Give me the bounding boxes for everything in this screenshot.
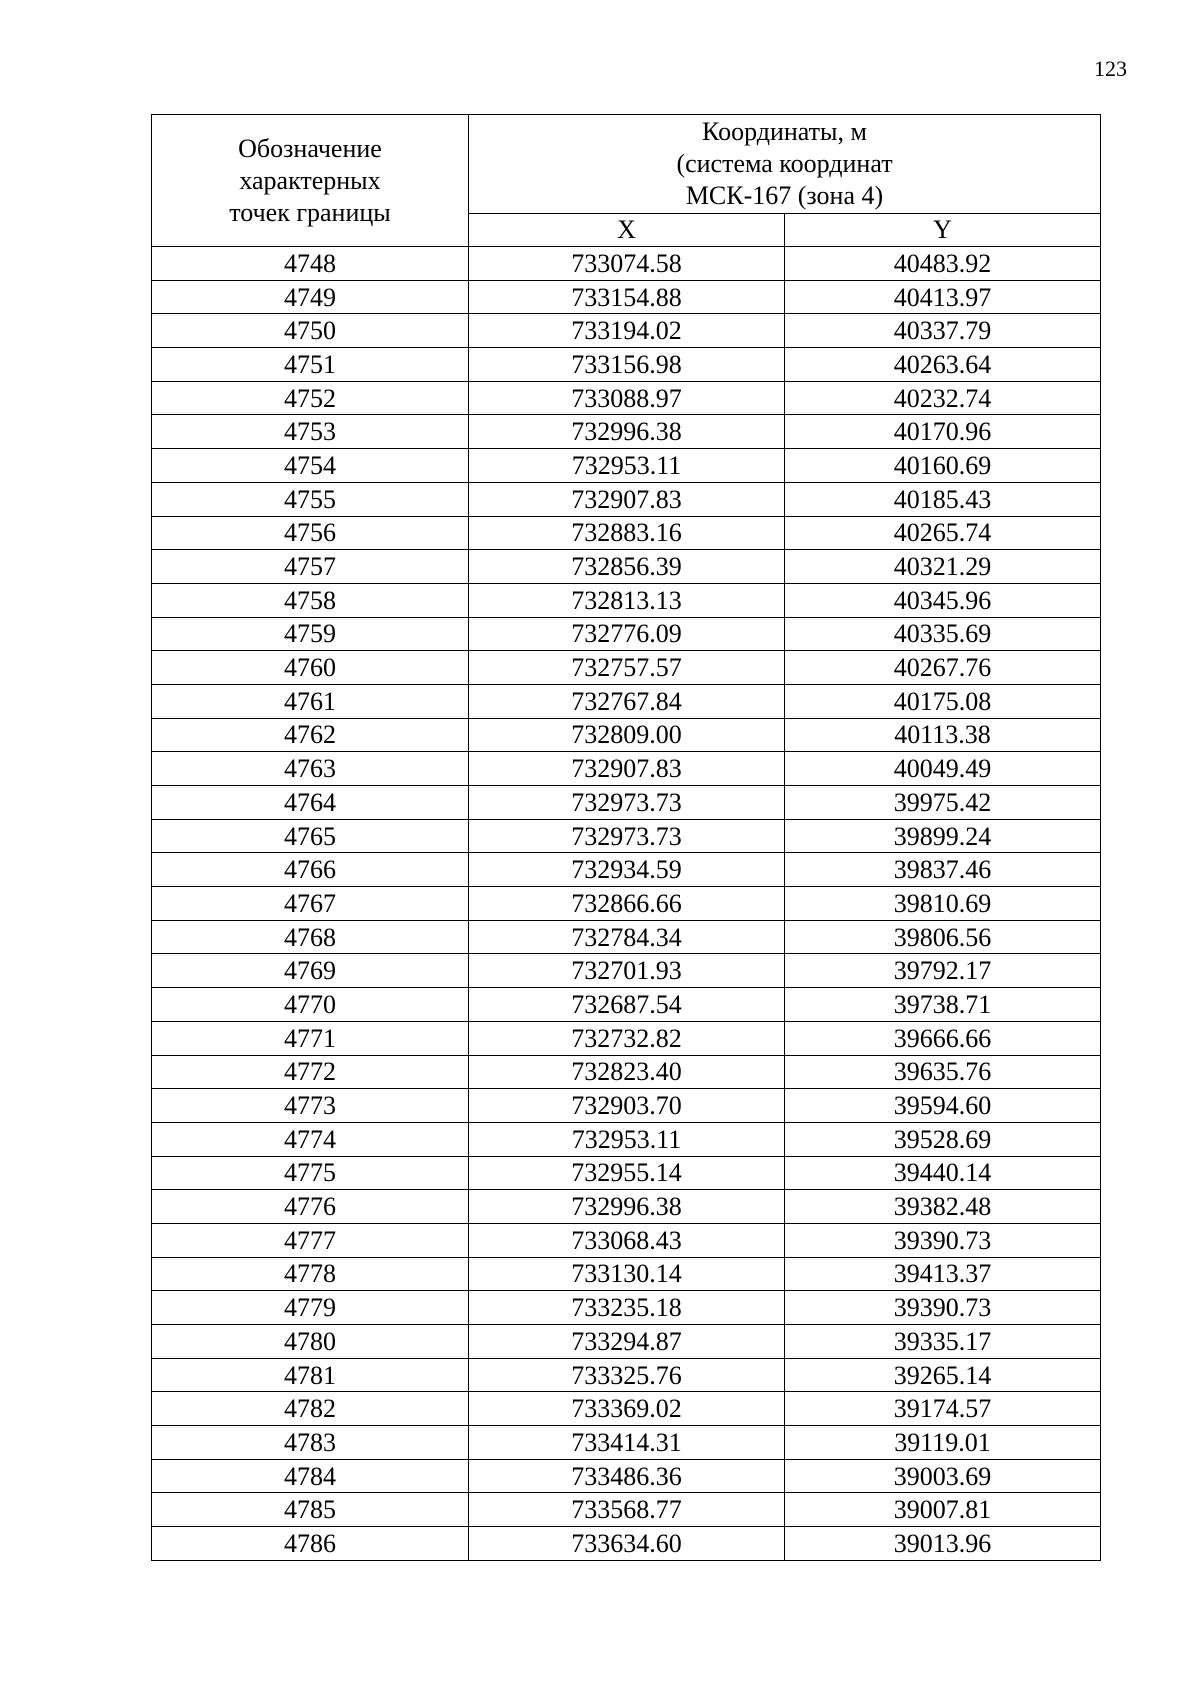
y-column-header: Y <box>785 214 1101 247</box>
x-coordinate-cell: 732776.09 <box>469 617 785 651</box>
point-id-cell: 4759 <box>152 617 469 651</box>
point-id-cell: 4760 <box>152 651 469 685</box>
y-coordinate-cell: 40185.43 <box>785 482 1101 516</box>
table-row <box>152 819 1101 853</box>
point-id-cell: 4763 <box>152 752 469 786</box>
y-coordinate-cell: 40267.76 <box>785 651 1101 685</box>
x-coordinate-cell: 732973.73 <box>469 819 785 853</box>
table-row <box>152 1493 1101 1527</box>
point-id-cell: 4780 <box>152 1325 469 1359</box>
table-row <box>152 954 1101 988</box>
x-coordinate-cell: 733325.76 <box>469 1358 785 1392</box>
point-id-cell: 4784 <box>152 1459 469 1493</box>
y-coordinate-cell: 40113.38 <box>785 718 1101 752</box>
point-id-cell: 4770 <box>152 988 469 1022</box>
point-id-cell: 4766 <box>152 853 469 887</box>
table-row <box>152 988 1101 1022</box>
point-id-cell: 4752 <box>152 381 469 415</box>
x-coordinate-cell: 732809.00 <box>469 718 785 752</box>
x-coordinate-cell: 732813.13 <box>469 583 785 617</box>
page-number: 123 <box>1094 56 1127 81</box>
x-coordinate-cell: 732823.40 <box>469 1055 785 1089</box>
table-body <box>152 247 1101 1561</box>
table-row <box>152 920 1101 954</box>
table-row <box>152 381 1101 415</box>
table-row <box>152 583 1101 617</box>
table-row <box>152 1325 1101 1359</box>
y-coordinate-cell: 39666.66 <box>785 1021 1101 1055</box>
point-id-cell: 4756 <box>152 516 469 550</box>
y-coordinate-cell: 39390.73 <box>785 1223 1101 1257</box>
y-coordinate-cell: 40049.49 <box>785 752 1101 786</box>
y-coordinate-cell: 39265.14 <box>785 1358 1101 1392</box>
table-row <box>152 247 1101 281</box>
table-row <box>152 887 1101 921</box>
x-coordinate-cell: 732953.11 <box>469 1122 785 1156</box>
table-row <box>152 752 1101 786</box>
x-column-header: X <box>469 214 785 247</box>
y-coordinate-cell: 40263.64 <box>785 348 1101 382</box>
table-row <box>152 1223 1101 1257</box>
point-id-cell: 4761 <box>152 684 469 718</box>
y-coordinate-cell: 39810.69 <box>785 887 1101 921</box>
y-coordinate-cell: 40265.74 <box>785 516 1101 550</box>
y-coordinate-cell: 39975.42 <box>785 786 1101 820</box>
table-header <box>152 115 1101 247</box>
y-coordinate-cell: 40175.08 <box>785 684 1101 718</box>
point-id-cell: 4767 <box>152 887 469 921</box>
x-coordinate-cell: 733194.02 <box>469 314 785 348</box>
y-coordinate-cell: 39738.71 <box>785 988 1101 1022</box>
point-id-cell: 4748 <box>152 247 469 281</box>
x-coordinate-cell: 732784.34 <box>469 920 785 954</box>
point-id-cell: 4762 <box>152 718 469 752</box>
table-row <box>152 786 1101 820</box>
y-coordinate-cell: 40337.79 <box>785 314 1101 348</box>
point-id-cell: 4782 <box>152 1392 469 1426</box>
table-row <box>152 1089 1101 1123</box>
point-id-cell: 4786 <box>152 1527 469 1561</box>
y-coordinate-cell: 39837.46 <box>785 853 1101 887</box>
point-id-cell: 4774 <box>152 1122 469 1156</box>
table-row <box>152 1156 1101 1190</box>
y-coordinate-cell: 40483.92 <box>785 247 1101 281</box>
table-row <box>152 482 1101 516</box>
x-coordinate-cell: 733154.88 <box>469 280 785 314</box>
x-coordinate-cell: 732953.11 <box>469 449 785 483</box>
point-id-cell: 4785 <box>152 1493 469 1527</box>
table-row <box>152 1459 1101 1493</box>
table-row <box>152 449 1101 483</box>
point-id-cell: 4771 <box>152 1021 469 1055</box>
x-coordinate-cell: 733486.36 <box>469 1459 785 1493</box>
table-row <box>152 1426 1101 1460</box>
point-designation-header: Обозначение характерных точек границы <box>152 115 469 247</box>
point-id-cell: 4758 <box>152 583 469 617</box>
table-row <box>152 718 1101 752</box>
point-id-cell: 4776 <box>152 1190 469 1224</box>
x-coordinate-cell: 732903.70 <box>469 1089 785 1123</box>
point-id-cell: 4754 <box>152 449 469 483</box>
x-coordinate-cell: 733568.77 <box>469 1493 785 1527</box>
x-coordinate-cell: 732907.83 <box>469 482 785 516</box>
y-coordinate-cell: 39594.60 <box>785 1089 1101 1123</box>
table-row <box>152 1358 1101 1392</box>
x-coordinate-cell: 732866.66 <box>469 887 785 921</box>
x-coordinate-cell: 732883.16 <box>469 516 785 550</box>
table-row <box>152 314 1101 348</box>
x-coordinate-cell: 733235.18 <box>469 1291 785 1325</box>
y-coordinate-cell: 39174.57 <box>785 1392 1101 1426</box>
point-id-cell: 4764 <box>152 786 469 820</box>
y-coordinate-cell: 40160.69 <box>785 449 1101 483</box>
y-coordinate-cell: 39382.48 <box>785 1190 1101 1224</box>
table-row <box>152 280 1101 314</box>
point-id-cell: 4773 <box>152 1089 469 1123</box>
point-id-cell: 4779 <box>152 1291 469 1325</box>
y-coordinate-cell: 39119.01 <box>785 1426 1101 1460</box>
y-coordinate-cell: 40170.96 <box>785 415 1101 449</box>
y-coordinate-cell: 39806.56 <box>785 920 1101 954</box>
x-coordinate-cell: 733634.60 <box>469 1527 785 1561</box>
point-id-cell: 4757 <box>152 550 469 584</box>
x-coordinate-cell: 732757.57 <box>469 651 785 685</box>
x-coordinate-cell: 732856.39 <box>469 550 785 584</box>
y-coordinate-cell: 39013.96 <box>785 1527 1101 1561</box>
x-coordinate-cell: 733414.31 <box>469 1426 785 1460</box>
table-row <box>152 1291 1101 1325</box>
y-coordinate-cell: 39899.24 <box>785 819 1101 853</box>
y-coordinate-cell: 39413.37 <box>785 1257 1101 1291</box>
table-row <box>152 550 1101 584</box>
table-row <box>152 684 1101 718</box>
point-id-cell: 4778 <box>152 1257 469 1291</box>
table-row <box>152 1055 1101 1089</box>
point-id-cell: 4783 <box>152 1426 469 1460</box>
y-coordinate-cell: 39440.14 <box>785 1156 1101 1190</box>
x-coordinate-cell: 732732.82 <box>469 1021 785 1055</box>
point-id-cell: 4777 <box>152 1223 469 1257</box>
table-row <box>152 853 1101 887</box>
y-coordinate-cell: 39390.73 <box>785 1291 1101 1325</box>
point-id-cell: 4755 <box>152 482 469 516</box>
table-row <box>152 1021 1101 1055</box>
point-id-cell: 4750 <box>152 314 469 348</box>
x-coordinate-cell: 732934.59 <box>469 853 785 887</box>
y-coordinate-cell: 39792.17 <box>785 954 1101 988</box>
x-coordinate-cell: 733088.97 <box>469 381 785 415</box>
y-coordinate-cell: 39528.69 <box>785 1122 1101 1156</box>
y-coordinate-cell: 39003.69 <box>785 1459 1101 1493</box>
x-coordinate-cell: 732687.54 <box>469 988 785 1022</box>
point-id-cell: 4768 <box>152 920 469 954</box>
x-coordinate-cell: 732907.83 <box>469 752 785 786</box>
point-id-cell: 4781 <box>152 1358 469 1392</box>
y-coordinate-cell: 39007.81 <box>785 1493 1101 1527</box>
table-row <box>152 617 1101 651</box>
table-row <box>152 1122 1101 1156</box>
x-coordinate-cell: 732767.84 <box>469 684 785 718</box>
x-coordinate-cell: 733130.14 <box>469 1257 785 1291</box>
x-coordinate-cell: 733294.87 <box>469 1325 785 1359</box>
point-id-cell: 4769 <box>152 954 469 988</box>
table-row <box>152 1190 1101 1224</box>
table-row <box>152 1527 1101 1561</box>
y-coordinate-cell: 40345.96 <box>785 583 1101 617</box>
table-row <box>152 415 1101 449</box>
table-row <box>152 1392 1101 1426</box>
x-coordinate-cell: 732955.14 <box>469 1156 785 1190</box>
x-coordinate-cell: 733074.58 <box>469 247 785 281</box>
table-row <box>152 348 1101 382</box>
point-id-cell: 4765 <box>152 819 469 853</box>
y-coordinate-cell: 40232.74 <box>785 381 1101 415</box>
y-coordinate-cell: 40413.97 <box>785 280 1101 314</box>
x-coordinate-cell: 732996.38 <box>469 1190 785 1224</box>
point-id-cell: 4775 <box>152 1156 469 1190</box>
point-id-cell: 4751 <box>152 348 469 382</box>
y-coordinate-cell: 39635.76 <box>785 1055 1101 1089</box>
coordinates-header: Координаты, м (система координат МСК-167 (зона 4) <box>469 115 1101 214</box>
coordinates-table <box>151 114 1101 1561</box>
y-coordinate-cell: 40321.29 <box>785 550 1101 584</box>
x-coordinate-cell: 732973.73 <box>469 786 785 820</box>
x-coordinate-cell: 733156.98 <box>469 348 785 382</box>
y-coordinate-cell: 40335.69 <box>785 617 1101 651</box>
x-coordinate-cell: 733369.02 <box>469 1392 785 1426</box>
table-row <box>152 1257 1101 1291</box>
point-id-cell: 4772 <box>152 1055 469 1089</box>
table-row <box>152 651 1101 685</box>
point-id-cell: 4753 <box>152 415 469 449</box>
x-coordinate-cell: 732996.38 <box>469 415 785 449</box>
x-coordinate-cell: 732701.93 <box>469 954 785 988</box>
y-coordinate-cell: 39335.17 <box>785 1325 1101 1359</box>
point-id-cell: 4749 <box>152 280 469 314</box>
x-coordinate-cell: 733068.43 <box>469 1223 785 1257</box>
table-row <box>152 516 1101 550</box>
